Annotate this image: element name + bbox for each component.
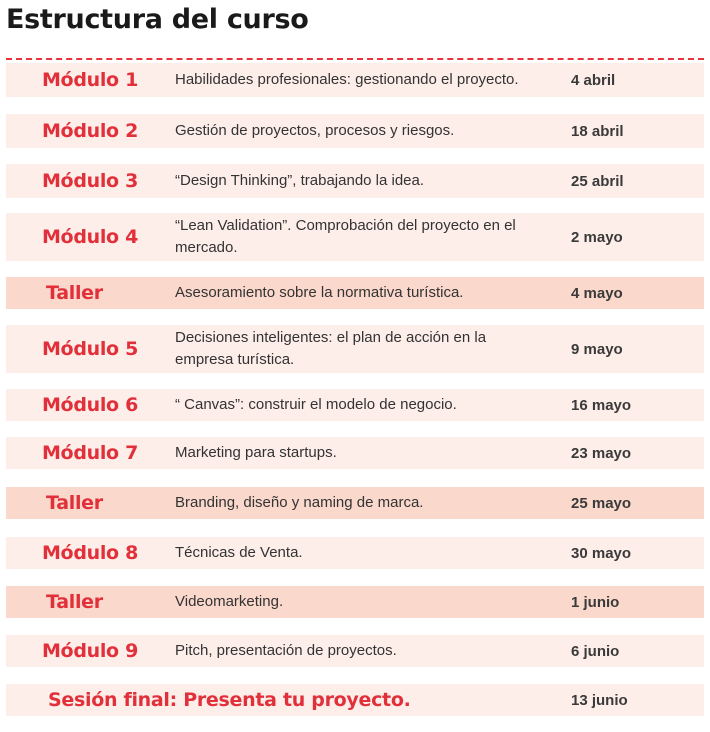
row-date: 2 mayo xyxy=(571,228,623,246)
row-description: Videomarketing. xyxy=(175,593,284,610)
schedule-row-final-session xyxy=(6,684,704,716)
row-description: Branding, diseño y naming de marca. xyxy=(175,494,424,511)
row-date: 16 mayo xyxy=(571,396,632,414)
row-description: Gestión de proyectos, procesos y riesgos. xyxy=(175,122,455,139)
row-label: Módulo 7 xyxy=(41,442,139,464)
row-date: 6 junio xyxy=(571,642,620,660)
row-description: Pitch, presentación de proyectos. xyxy=(175,642,397,659)
schedule-row-module-5 xyxy=(6,325,704,373)
row-description: “Lean Validation”. Comprobación del proyecto en el mercado. xyxy=(175,217,516,256)
schedule-row-module-1 xyxy=(6,63,704,97)
schedule-row-module-3 xyxy=(6,164,704,198)
row-date: 13 junio xyxy=(571,691,628,709)
row-date: 4 mayo xyxy=(571,284,623,302)
row-date: 18 abril xyxy=(571,122,624,140)
row-description: Habilidades profesionales: gestionando el proyecto. xyxy=(175,71,519,88)
row-description: Asesoramiento sobre la normativa turística. xyxy=(175,284,464,301)
row-description: Marketing para startups. xyxy=(175,444,337,461)
schedule-row-module-4 xyxy=(6,213,704,261)
row-label: Módulo 9 xyxy=(41,640,139,662)
row-label: Módulo 5 xyxy=(41,338,139,360)
row-date: 25 mayo xyxy=(571,494,632,512)
row-date: 30 mayo xyxy=(571,544,632,562)
schedule-row-module-7 xyxy=(6,437,704,469)
schedule-row-module-9 xyxy=(6,635,704,667)
row-description: “Design Thinking”, trabajando la idea. xyxy=(175,172,425,189)
schedule-row-module-2 xyxy=(6,114,704,148)
dashed-divider xyxy=(6,58,704,60)
row-label: Sesión final: Presenta tu proyecto. xyxy=(48,689,411,711)
row-description: “ Canvas”: construir el modelo de negocio. xyxy=(175,396,457,413)
row-label: Módulo 8 xyxy=(41,542,139,564)
row-date: 9 mayo xyxy=(571,340,623,358)
row-label: Taller xyxy=(46,282,103,304)
schedule-row-workshop-3 xyxy=(6,586,704,618)
schedule-row-module-8 xyxy=(6,537,704,569)
row-date: 23 mayo xyxy=(571,444,632,462)
schedule-row-module-6 xyxy=(6,389,704,421)
row-label: Módulo 1 xyxy=(41,69,139,91)
row-description: Técnicas de Venta. xyxy=(175,544,303,561)
row-date: 25 abril xyxy=(571,172,624,190)
row-label: Módulo 4 xyxy=(41,226,139,248)
row-date: 1 junio xyxy=(571,593,620,611)
row-description: Decisiones inteligentes: el plan de acción en la empresa turística. xyxy=(175,329,487,368)
row-label: Módulo 3 xyxy=(41,170,139,192)
row-label: Taller xyxy=(46,591,103,613)
schedule-row-workshop-2 xyxy=(6,487,704,519)
row-label: Módulo 2 xyxy=(41,120,139,142)
row-label: Taller xyxy=(46,492,103,514)
page-title: Estructura del curso xyxy=(6,4,309,35)
schedule-row-workshop-1 xyxy=(6,277,704,309)
row-label: Módulo 6 xyxy=(41,394,139,416)
row-date: 4 abril xyxy=(571,71,616,89)
